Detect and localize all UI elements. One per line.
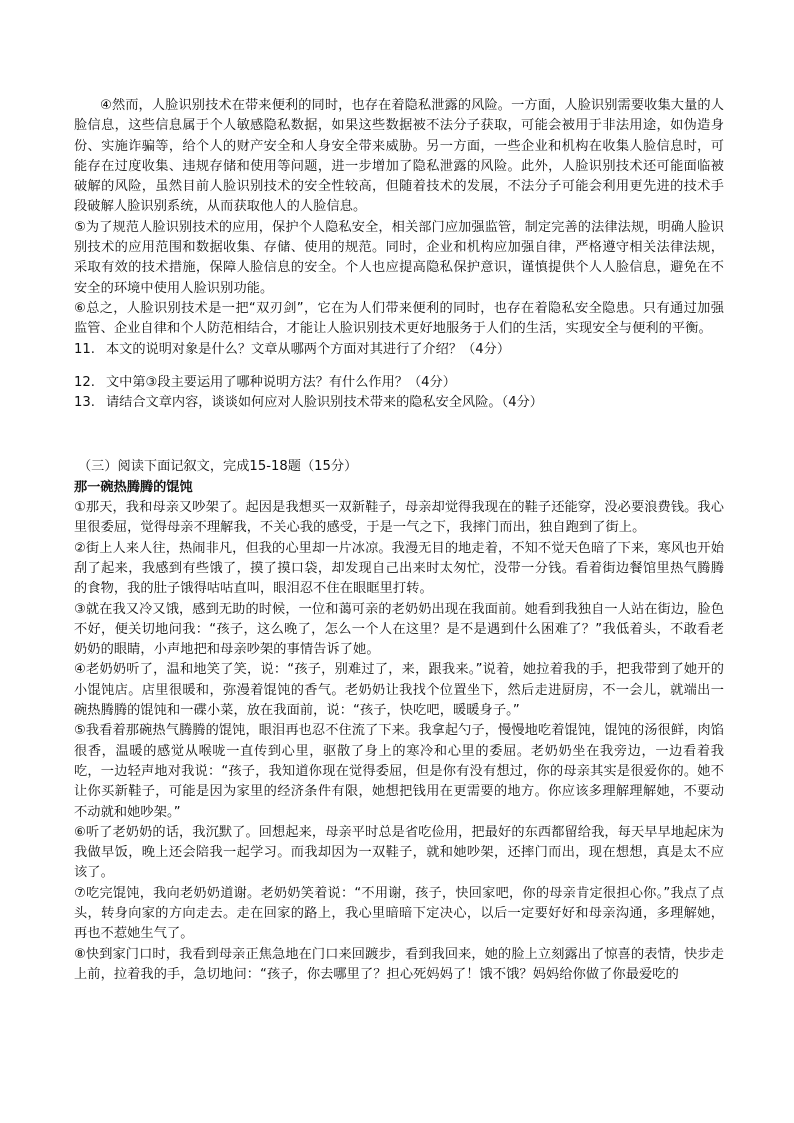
story-paragraph-6: ⑥听了老奶奶的话，我沉默了。回想起来，母亲平时总是省吃俭用，把最好的东西都留给我，每天早早地起床为我做早饭，晚上还会陪我一起学习。而我却因为一双鞋子，就和她吵架，还摔门而出，现在想想，真是太不应该了。 xyxy=(74,824,724,881)
story-paragraph-5: ⑤我看着那碗热气腾腾的馄饨，眼泪再也忍不住流了下来。我拿起勺子，慢慢地吃着馄饨，馄饨的汤很鲜，肉馅很香，温暖的感觉从喉咙一直传到心里，驱散了身上的寒冷和心里的委屈。老奶奶坐在我旁边，一边看着我吃，一边轻声地对我说：“孩子，我知道你现在觉得委屈，但是你有没有想过，你的母亲其实是很爱你的。她不让你买新鞋子，可能是因为家里的经济条件有限，她想把钱用在更需要的地方。你应该多理解理解她，不要动不动就和她吵架。” xyxy=(74,723,724,820)
story-paragraph-3: ③就在我又冷又饿，感到无助的时候，一位和蔼可亲的老奶奶出现在我面前。她看到我独自一人站在街边，脸色不好，便关切地问我：“孩子，这么晚了，怎么一个人在这里？是不是遇到什么困难了？”我低着头，不敢看老奶奶的眼睛，小声地把和母亲吵架的事情告诉了她。 xyxy=(74,601,724,658)
paragraph-5: ⑤为了规范人脸识别技术的应用，保护个人隐私安全，相关部门应加强监管，制定完善的法律法规，明确人脸识别技术的应用范围和数据收集、存储、使用的规范。同时，企业和机构应加强自律，严格遵守相关法律法规，采取有效的技术措施，保障人脸信息的安全。个人也应提高隐私保护意识，谨慎提供个人人脸信息，避免在不安全的环境中使用人脸识别功能。 xyxy=(74,219,724,296)
paragraph-4: ④然而，人脸识别技术在带来便利的同时，也存在着隐私泄露的风险。一方面，人脸识别需要收集大量的人脸信息，这些信息属于个人敏感隐私数据，如果这些数据被不法分子获取，可能会被用于非法用途，如伪造身份、实施诈骗等，给个人的财产安全和人身安全带来威胁。另一方面，一些企业和机构在收集人脸信息时，可能存在过度收集、违规存储和使用等问题，进一步增加了隐私泄露的风险。此外，人脸识别技术还可能面临被破解的风险，虽然目前人脸识别技术的安全性较高，但随着技术的发展，不法分子可能会利用更先进的技术手段破解人脸识别系统，从而获取他人的人脸信息。 xyxy=(74,98,724,215)
question-number: 11. xyxy=(74,341,95,357)
question-number: 13. xyxy=(74,395,95,411)
question-text: 请结合文章内容，谈谈如何应对人脸识别技术带来的隐私安全风险。（4分） xyxy=(106,395,543,411)
question-number: 12. xyxy=(74,374,95,390)
question-text: 本文的说明对象是什么？文章从哪两个方面对其进行了介绍？（4分） xyxy=(106,341,511,357)
story-paragraph-8: ⑧快到家门口时，我看到母亲正焦急地在门口来回踱步，看到我回来，她的脸上立刻露出了惊喜的表情，快步走上前，拉着我的手，急切地问：“孩子，你去哪里了？担心死妈妈了！饿不饿？妈妈给你做了你最爱吃的 xyxy=(74,946,724,982)
paragraph-6: ⑥总之，人脸识别技术是一把“双刃剑”，它在为人们带来便利的同时，也存在着隐私安全隐患。只有通过加强监管、企业自律和个人防范相结合，才能让人脸识别技术更好地服务于人们的生活，实现安全与便利的平衡。 xyxy=(74,300,724,337)
story-paragraph-4: ④老奶奶听了，温和地笑了笑，说：“孩子，别难过了，来，跟我来。”说着，她拉着我的手，把我带到了她开的小馄饨店。店里很暖和，弥漫着馄饨的香气。老奶奶让我找个位置坐下，然后走进厨房，不一会儿，就端出一碗热腾腾的馄饨和一碟小菜，放在我面前，说：“孩子，快吃吧，暖暖身子。” xyxy=(74,662,724,719)
section-heading: （三）阅读下面记叙文，完成15-18题（15分） xyxy=(78,459,358,475)
question-12 xyxy=(74,373,724,393)
story-paragraph-2: ②街上人来人往，热闹非凡，但我的心里却一片冰凉。我漫无目的地走着，不知不觉天色暗了下来，寒风也开始刮了起来，我感到有些饿了，摸了摸口袋，却发现自己出来时太匆忙，没带一分钱。看着街边餐馆里热气腾腾的食物，我的肚子饿得咕咕直叫，眼泪忍不住在眼眶里打转。 xyxy=(74,540,724,597)
story-title: 那一碗热腾腾的馄饨 xyxy=(74,479,193,495)
story-paragraph-7: ⑦吃完馄饨，我向老奶奶道谢。老奶奶笑着说：“不用谢，孩子，快回家吧，你的母亲肯定很担心你。”我点了点头，转身向家的方向走去。走在回家的路上，我心里暗暗下定决心，以后一定要好好和母亲沟通，多理解她，再也不惹她生气了。 xyxy=(74,885,724,942)
story-paragraph-1: ①那天，我和母亲又吵架了。起因是我想买一双新鞋子，母亲却觉得我现在的鞋子还能穿，没必要浪费钱。我心里很委屈，觉得母亲不理解我，不关心我的感受，于是一气之下，我摔门而出，独自跑到了街上。 xyxy=(74,500,724,536)
question-text: 文中第③段主要运用了哪种说明方法？有什么作用？（4分） xyxy=(106,374,456,390)
question-13 xyxy=(74,393,724,413)
document-page xyxy=(74,96,724,985)
question-11 xyxy=(74,340,724,360)
